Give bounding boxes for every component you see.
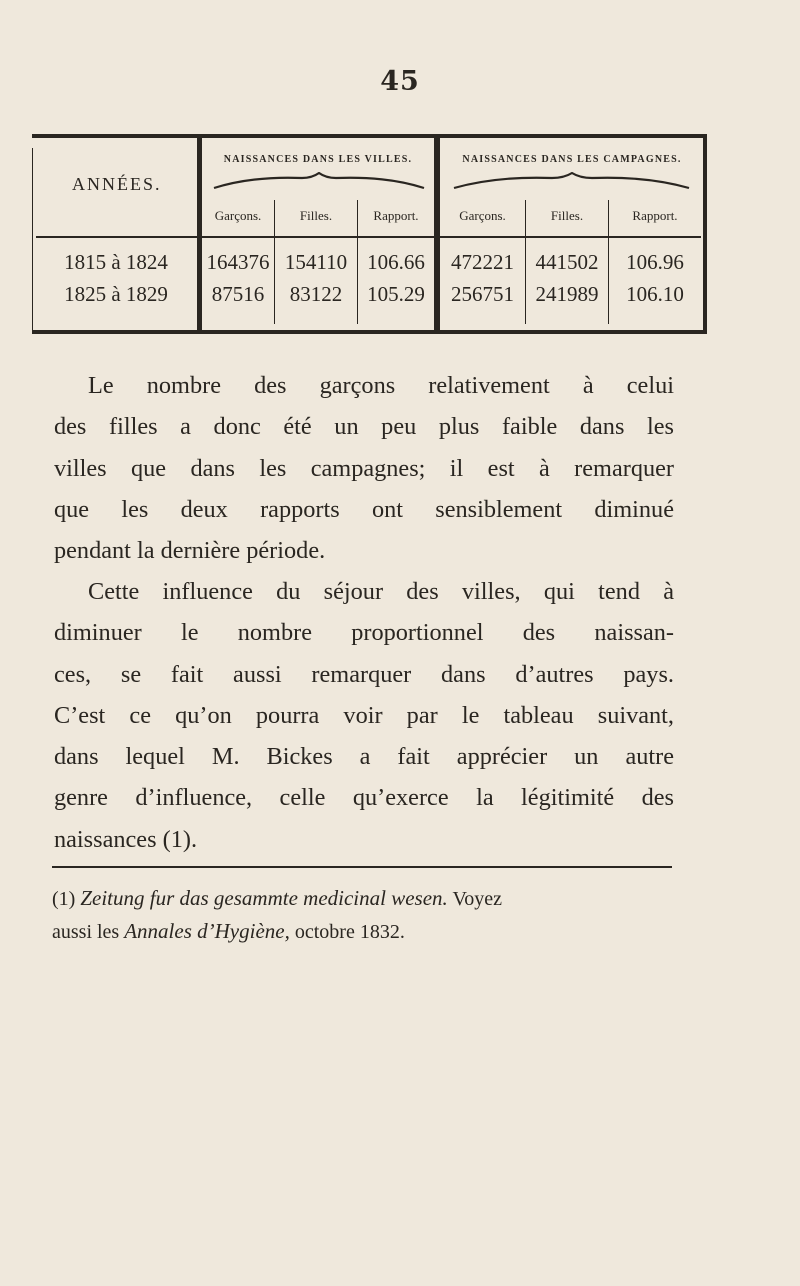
sub-header: Garçons. bbox=[214, 208, 262, 223]
table-cell: 441502 bbox=[535, 250, 599, 274]
text-line: naissances (1). bbox=[54, 825, 198, 853]
row-years: 1815 à 1824 bbox=[64, 250, 168, 274]
row-years: 1825 à 1829 bbox=[64, 282, 168, 306]
footnote-journal: Annales d’Hygiène, bbox=[124, 919, 290, 943]
text-line: dans lequel M. Bickes a fait apprécier un autre bbox=[54, 743, 674, 771]
sub-header: Rapport. bbox=[373, 208, 419, 223]
table-cell: 106.96 bbox=[626, 250, 684, 274]
footnote-text: Voyez bbox=[452, 888, 503, 910]
table-cell: 164376 bbox=[206, 250, 270, 274]
villes-group-header: NAISSANCES DANS LES VILLES. bbox=[223, 154, 413, 165]
footnote-line-2 bbox=[52, 915, 680, 948]
text-line: genre d’influence, celle qu’exerce la légitimité des bbox=[54, 784, 674, 812]
text-line: ces, se fait aussi remarquer dans d’autres pays. bbox=[54, 660, 674, 688]
table-cell: 106.10 bbox=[626, 282, 684, 306]
table-header-rule bbox=[36, 236, 701, 238]
text-line: diminuer le nombre proportionnel des naissan- bbox=[54, 619, 674, 647]
footnote-marker: (1) bbox=[52, 888, 76, 910]
sub-header: Garçons. bbox=[459, 208, 506, 223]
table-cell: 83122 bbox=[289, 282, 343, 306]
sub-header: Filles. bbox=[299, 208, 333, 223]
table-cell: 87516 bbox=[211, 282, 265, 306]
table-cell: 106.66 bbox=[367, 250, 425, 274]
sub-header: Filles. bbox=[550, 208, 584, 223]
paragraph-2 bbox=[54, 571, 674, 860]
text-line: des filles a donc été un peu plus faible dans les bbox=[54, 413, 674, 441]
text-line: Le nombre des garçons relativement à celui bbox=[88, 372, 674, 399]
text-line: que les deux rapports ont sensiblement diminué bbox=[54, 495, 674, 523]
footnote-title: Zeitung fur das gesammte medicinal wesen. bbox=[80, 886, 448, 910]
footnote-line-1 bbox=[52, 882, 680, 915]
text-line: pendant la dernière période. bbox=[54, 537, 326, 565]
footnote-rule bbox=[52, 866, 672, 868]
campagnes-brace bbox=[452, 172, 692, 192]
table-cell: 256751 bbox=[451, 282, 514, 306]
table-cell: 241989 bbox=[535, 282, 599, 306]
text-line: Cette influence du séjour des villes, qui tend à bbox=[88, 578, 674, 605]
campagnes-group-header: NAISSANCES DANS LES CAMPAGNES. bbox=[462, 154, 682, 165]
table-cell: 472221 bbox=[451, 250, 514, 274]
table-cell: 154110 bbox=[284, 250, 348, 274]
footnote-date: octobre 1832. bbox=[294, 921, 405, 943]
sub-header: Rapport. bbox=[632, 208, 678, 223]
births-table bbox=[32, 134, 707, 334]
paragraph-1 bbox=[54, 365, 674, 571]
footnote-text: aussi les bbox=[52, 921, 120, 943]
table-cell: 105.29 bbox=[367, 282, 425, 306]
footnote bbox=[52, 882, 680, 948]
text-line: C’est ce qu’on pourra voir par le tableau suivant, bbox=[54, 701, 674, 729]
page-number: 45 bbox=[380, 66, 420, 97]
annees-header: ANNÉES. bbox=[72, 174, 162, 194]
text-line: villes que dans les campagnes; il est à remarquer bbox=[54, 454, 674, 482]
villes-brace bbox=[212, 172, 427, 192]
table-left-rule bbox=[32, 148, 33, 332]
